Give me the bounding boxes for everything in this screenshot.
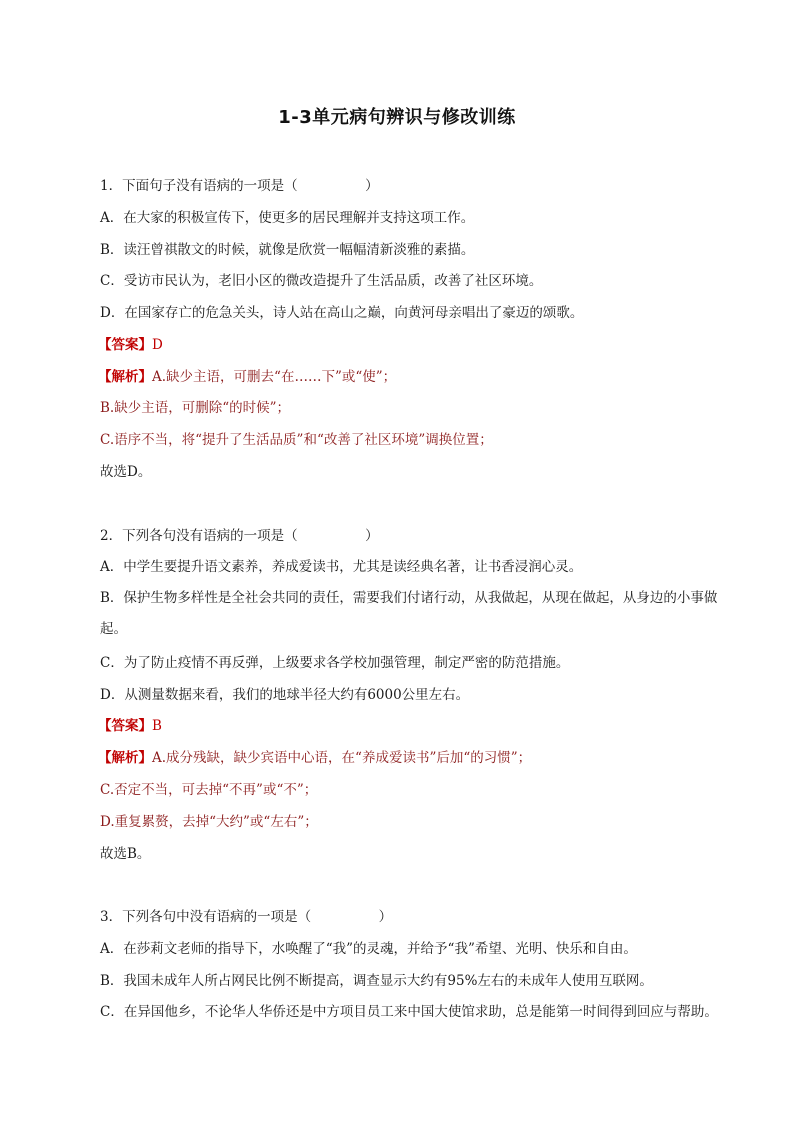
q2-answer <box>98 716 162 736</box>
q2-option-d: D．从测量数据来看，我们的地球半径大约有6000公里左右。 <box>100 687 470 703</box>
q2-stem: 2．下列各句没有语病的一项是（ ） <box>100 528 379 544</box>
q3-option-b: B．我国未成年人所占网民比例不断提高，调查显示大约有95%左右的未成年人使用互联网。 <box>100 973 653 989</box>
analysis-tag: 【解析】 <box>98 750 152 766</box>
answer-value: B <box>152 718 162 734</box>
q1-option-c: C．受访市民认为，老旧小区的微改造提升了生活品质，改善了社区环境。 <box>100 273 543 289</box>
q1-analysis-b: B.缺少主语，可删除“的时候”； <box>100 400 291 416</box>
q1-option-b: B．读汪曾祺散文的时候，就像是欣赏一幅幅清新淡雅的素描。 <box>100 242 475 258</box>
analysis-text: A.缺少主语，可删去“在……下”或“使”； <box>152 369 397 385</box>
q2-conclusion: 故选B。 <box>100 846 151 862</box>
q3-option-a: A．在莎莉文老师的指导下，水唤醒了“我”的灵魂，并给予“我”希望、光明、快乐和自由。 <box>100 941 637 957</box>
q2-analysis-c: C.否定不当，可去掉“不再”或“不”； <box>100 782 318 798</box>
q2-analysis-a <box>98 748 531 768</box>
q2-option-c: C．为了防止疫情不再反弹，上级要求各学校加强管理，制定严密的防范措施。 <box>100 655 570 671</box>
answer-tag: 【答案】 <box>98 718 152 734</box>
q1-option-d: D．在国家存亡的危急关头，诗人站在高山之巅，向黄河母亲唱出了豪迈的颂歌。 <box>100 305 584 321</box>
q1-conclusion: 故选D。 <box>100 464 152 480</box>
answer-value: D <box>152 337 163 353</box>
q3-stem: 3．下列各句中没有语病的一项是（ ） <box>100 909 393 925</box>
answer-tag: 【答案】 <box>98 337 152 353</box>
q2-analysis-d: D.重复累赘，去掉“大约”或“左右”； <box>100 814 318 830</box>
page-title: 1-3单元病句辨识与修改训练 <box>278 107 516 128</box>
q1-analysis-c: C.语序不当，将“提升了生活品质”和“改善了社区环境”调换位置； <box>100 432 493 448</box>
analysis-tag: 【解析】 <box>98 369 152 385</box>
q1-analysis-a <box>98 367 396 387</box>
q2-option-b: B．保护生物多样性是全社会共同的责任，需要我们付诸行动，从我做起，从现在做起，从身边的小事做起。 <box>100 590 718 637</box>
q3-option-c: C．在异国他乡，不论华人华侨还是中方项目员工来中国大使馆求助，总是能第一时间得到回应与帮助。 <box>100 1004 718 1020</box>
q1-answer <box>98 335 163 355</box>
q1-option-a: A．在大家的积极宣传下，使更多的居民理解并支持这项工作。 <box>100 210 475 226</box>
analysis-text: A.成分残缺，缺少宾语中心语，在“养成爱读书”后加“的习惯”； <box>152 750 532 766</box>
q1-stem: 1．下面句子没有语病的一项是（ ） <box>100 178 379 194</box>
q2-option-a: A．中学生要提升语文素养，养成爱读书，尤其是读经典名著，让书香浸润心灵。 <box>100 559 583 575</box>
